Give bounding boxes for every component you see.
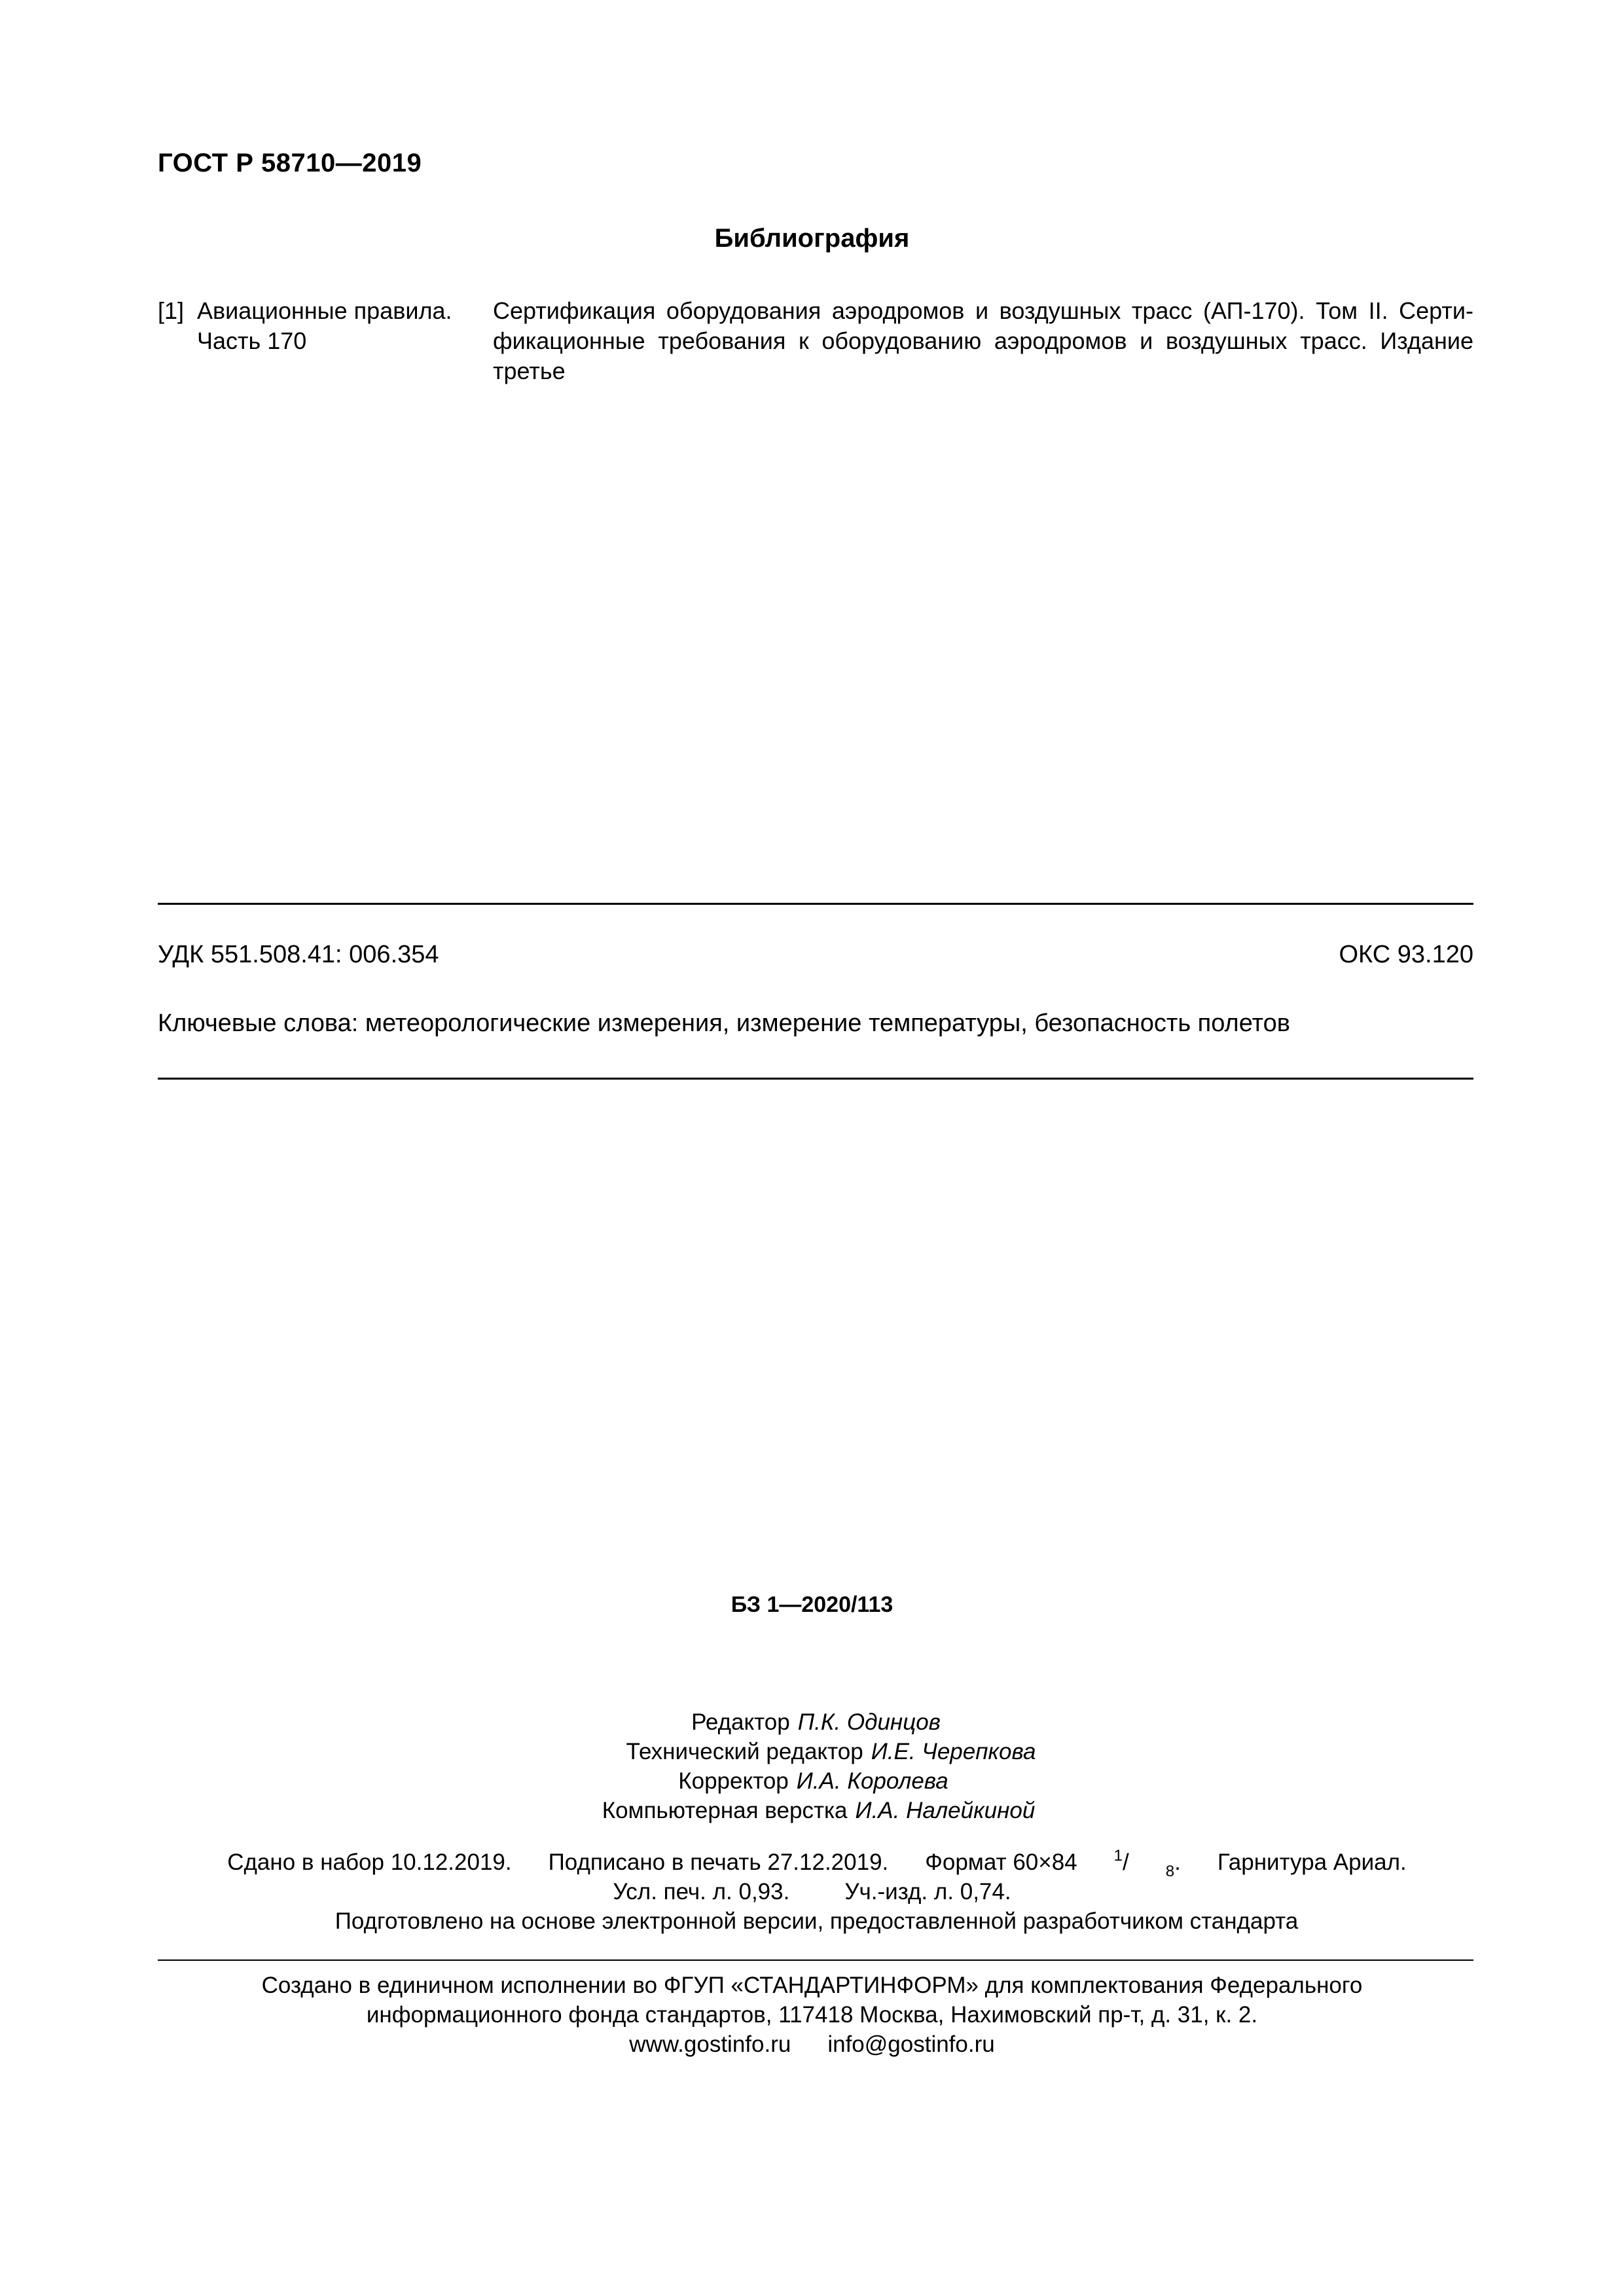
udk-code: УДК 551.508.41: 006.354 (158, 941, 439, 968)
divider (158, 1959, 1473, 1961)
prepared-note: Подготовлено на основе электронной версии, предоставленной разработчиком стандарта (334, 1908, 1299, 1934)
section-title: Библиография (714, 224, 910, 253)
credit-role: Технический редактор (626, 1739, 863, 1764)
divider (158, 903, 1473, 905)
signed-date: Подписано в печать 27.12.2019. (548, 1850, 889, 1875)
credit-name: П.К. Одинцов (797, 1709, 941, 1735)
typeface: Гарнитура Ариал. (1217, 1850, 1407, 1875)
bibliography-number: [1] (158, 297, 185, 324)
credit-name: И.Е. Черепкова (871, 1739, 1036, 1764)
paper-format: Формат 60×84 $^1$/ $_8$. (925, 1847, 1181, 1880)
publisher-line: информационного фонда стандартов, 117418 Москва, Нахимовский пр-т, д. 31, к. 2. (366, 2002, 1258, 2028)
publisher-info (0, 1971, 1624, 2059)
credit-role: Корректор (678, 1768, 789, 1794)
credit-layout (13, 1796, 1624, 1825)
print-info-row (10, 1847, 1624, 1880)
print-info (0, 1848, 1624, 1936)
oks-code: ОКС 93.120 (1339, 941, 1473, 968)
submitted-date: Сдано в набор 10.12.2019. (227, 1850, 512, 1875)
standard-code: ГОСТ Р 58710—2019 (158, 149, 422, 177)
credits-block (0, 1707, 1624, 1825)
credit-editor (8, 1707, 1624, 1737)
credit-role: Компьютерная верстка (602, 1798, 848, 1823)
divider (158, 1078, 1473, 1080)
keywords: Ключевые слова: метеорологические измерения, измерение температуры, безопасность полетов (158, 1010, 1290, 1037)
publisher-links (0, 2030, 1624, 2059)
bibliography-source-line: Часть 170 (197, 327, 307, 354)
website-link[interactable]: www.gostinfo.ru (629, 2032, 791, 2057)
bibliography-source-line: Авиационные правила. (197, 297, 452, 324)
paper-format-denominator: 8 (1165, 1863, 1175, 1880)
credit-role: Редактор (691, 1709, 790, 1735)
credit-proofreader (3, 1766, 1624, 1796)
credit-technical-editor (38, 1737, 1624, 1766)
paper-format-prefix: Формат 60×84 (925, 1850, 1077, 1875)
bz-code: БЗ 1—2020/113 (731, 1592, 893, 1617)
publisher-sheets: Уч.-изд. л. 0,74. (844, 1879, 1011, 1904)
print-info-row (0, 1877, 1624, 1906)
bibliography-title: Сертификация оборудования аэродромов и воздушных трасс (АП-170). Том II. Сертификационные требования к оборудованию аэродромов и воздушных трасс. Издание третье (493, 297, 1473, 384)
email-link[interactable]: info@gostinfo.ru (827, 2032, 995, 2057)
paper-format-numerator: 1 (1113, 1847, 1123, 1865)
credit-name: И.А. Королева (796, 1768, 948, 1794)
print-sheets: Усл. печ. л. 0,93. (613, 1879, 790, 1904)
credit-name: И.А. Налейкиной (855, 1798, 1036, 1823)
publisher-line: Создано в единичном исполнении во ФГУП «СТАНДАРТИНФОРМ» для комплектования Федерального (261, 1973, 1363, 1998)
bibliography-source (197, 296, 472, 356)
